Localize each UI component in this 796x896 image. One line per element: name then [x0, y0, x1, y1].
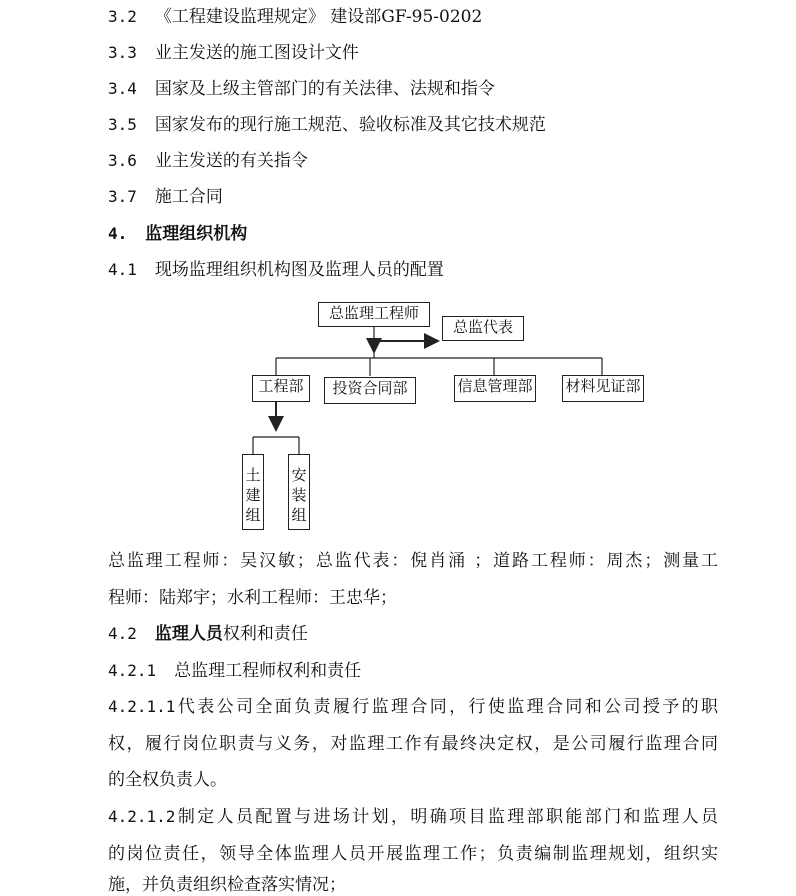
org-node-deputy: 总监代表	[442, 316, 524, 341]
paragraph-4-2-1-1-line-1: 4.2.1.1代表公司全面负责履行监理合同，行使监理合同和公司授予的职	[108, 697, 718, 717]
list-item-3-6: 3.6 业主发送的有关指令	[108, 151, 308, 171]
org-node-investment-dept: 投资合同部	[324, 377, 416, 404]
list-item-3-3: 3.3 业主发送的施工图设计文件	[108, 43, 359, 63]
section-heading-4-2-1: 4.2.1 总监理工程师权利和责任	[108, 661, 362, 681]
paragraph-4-2-1-1-line-3: 的全权负责人。	[108, 770, 227, 790]
list-item-3-5: 3.5 国家发布的现行施工规范、验收标准及其它技术规范	[108, 115, 546, 135]
list-item-3-2: 3.2 《工程建设监理规定》 建设部GF-95-0202	[108, 7, 483, 27]
staff-line-1: 总监理工程师：吴汉敏；总监代表：倪肖涌 ；道路工程师：周杰；测量工	[108, 551, 718, 571]
org-node-install-group: 安装组	[288, 454, 310, 530]
org-node-civil-group: 土建组	[242, 454, 264, 530]
list-item-3-7: 3.7 施工合同	[108, 187, 223, 207]
paragraph-4-2-1-1-line-2: 权，履行岗位职责与义务，对监理工作有最终决定权，是公司履行监理合同	[108, 734, 718, 754]
org-node-info-dept: 信息管理部	[454, 375, 536, 402]
org-node-materials-dept: 材料见证部	[562, 375, 644, 402]
list-item-3-4: 3.4 国家及上级主管部门的有关法律、法规和指令	[108, 79, 495, 99]
org-node-engineering-dept: 工程部	[252, 375, 310, 402]
paragraph-4-2-1-2-line-2: 的岗位责任，领导全体监理人员开展监理工作；负责编制监理规划，组织实	[108, 844, 718, 864]
paragraph-4-2-1-2-line-1: 4.2.1.2制定人员配置与进场计划，明确项目监理部职能部门和监理人员	[108, 807, 718, 827]
section-heading-4-2: 4.2 监理人员权利和责任	[108, 624, 308, 644]
list-item-4-1: 4.1 现场监理组织机构图及监理人员的配置	[108, 260, 444, 280]
paragraph-4-2-1-2-line-3: 施，并负责组织检查落实情况；	[108, 875, 346, 895]
section-heading-4: 4. 监理组织机构	[108, 224, 248, 244]
org-node-chief-engineer: 总监理工程师	[318, 302, 430, 327]
staff-line-2: 程师：陆郑宇；水利工程师：王忠华；	[108, 588, 397, 608]
